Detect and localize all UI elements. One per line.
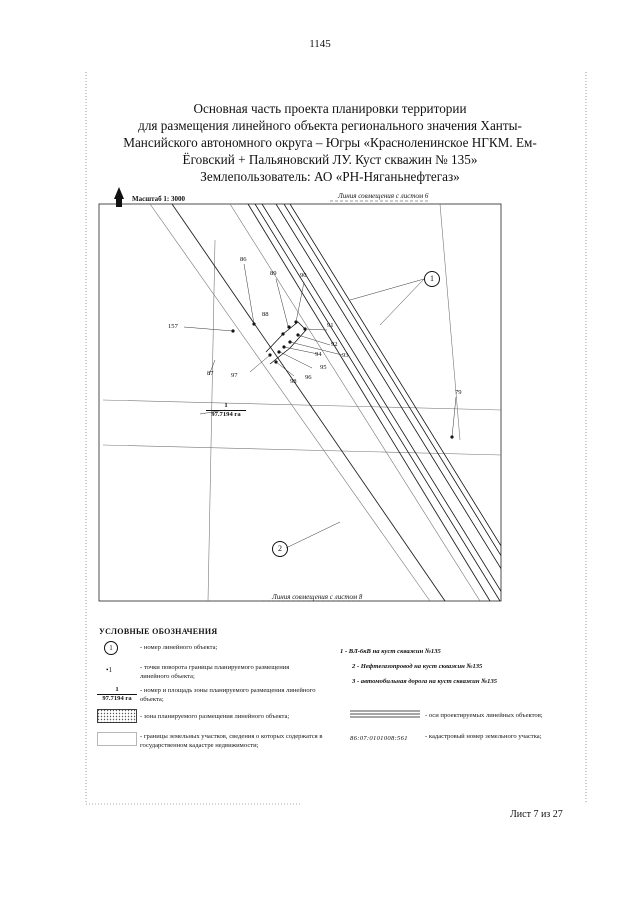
legend-item: - номер и площадь зоны планируемого размещения линейного объекта; bbox=[140, 687, 316, 703]
point-label: 97 bbox=[231, 372, 238, 379]
legend-zone-sample bbox=[97, 686, 137, 703]
legend-item: - зона планируемого размещения линейного объекта; bbox=[140, 713, 290, 720]
point-label: 88 bbox=[262, 311, 269, 318]
legend-item: - номер линейного объекта; bbox=[140, 644, 218, 651]
point-label: 89 bbox=[270, 270, 277, 277]
legend-zone-number: 1 bbox=[97, 686, 137, 695]
title-line: для размещения линейного объекта регионального значения Ханты- bbox=[138, 118, 522, 133]
legend-point-sample bbox=[106, 666, 112, 674]
point-label: 96 bbox=[305, 374, 312, 381]
scale-label: Масштаб 1: 3000 bbox=[132, 195, 185, 203]
point-label: 98 bbox=[290, 378, 297, 385]
legend-circle-sample: 1 bbox=[104, 641, 118, 655]
legend-item: - точки поворота границы планируемого размещения линейного объекта; bbox=[140, 664, 290, 680]
title-line: Мансийского автономного округа – Югры «Красноленинское НГКМ. Ем- bbox=[123, 135, 537, 150]
legend-cadastral-sample: 86:07:0101008:561 bbox=[350, 735, 408, 742]
title-line: Землепользователь: АО «РН-Няганьнефтегаз» bbox=[200, 169, 460, 184]
point-dot-icon: • bbox=[106, 666, 109, 674]
page-number: 1145 bbox=[309, 38, 331, 50]
legend-axes-swatch bbox=[350, 710, 420, 718]
legend-point-number: 1 bbox=[108, 666, 112, 674]
match-line-top-label: Линия совмещения с листом 6 bbox=[338, 192, 429, 200]
object-callout: 1 bbox=[424, 271, 440, 287]
object-axes bbox=[255, 204, 535, 601]
linear-objects bbox=[103, 204, 535, 601]
point-label: 87 bbox=[207, 370, 214, 377]
zone-area: 97.7194 га bbox=[211, 411, 241, 418]
point-label: 93 bbox=[342, 352, 349, 359]
legend-cadastral-swatch bbox=[97, 732, 137, 746]
point-label: 90 bbox=[300, 272, 307, 279]
title-line: Ёговский + Пальяновский ЛУ. Куст скважин № 135» bbox=[182, 152, 478, 167]
point-label: 79 bbox=[455, 389, 462, 396]
legend-item: - границы земельных участков, сведения о которых содержатся в государственном кадастре недвижимости; bbox=[140, 733, 323, 749]
legend-object: 2 - Нефтегазопровод на куст скважин №135 bbox=[352, 663, 483, 670]
zone-label bbox=[206, 402, 246, 419]
point-label: 92 bbox=[331, 341, 338, 348]
match-line-bottom-label: Линия совмещения с листом 8 bbox=[272, 593, 363, 601]
legend-item: - кадастровый номер земельного участка; bbox=[425, 733, 542, 740]
cadastral-boundaries bbox=[103, 204, 501, 601]
legend-heading: УСЛОВНЫЕ ОБОЗНАЧЕНИЯ bbox=[99, 627, 218, 636]
legend-zone-swatch bbox=[97, 709, 137, 723]
object-callout: 2 bbox=[272, 541, 288, 557]
legend-zone-area: 97.7194 га bbox=[102, 695, 132, 702]
point-label: 86 bbox=[240, 256, 247, 263]
title-line: Основная часть проекта планировки территории bbox=[193, 101, 467, 116]
point-label: 91 bbox=[327, 322, 334, 329]
sheet-label: Лист 7 из 27 bbox=[510, 809, 563, 820]
legend-object: 1 - ВЛ-6кВ на куст скважин №135 bbox=[340, 648, 441, 655]
zone-number: 1 bbox=[206, 402, 246, 411]
pad-boundary bbox=[266, 322, 306, 364]
point-label: 157 bbox=[168, 323, 178, 330]
legend-item: - оси проектируемых линейных объектов; bbox=[425, 712, 543, 719]
point-label: 95 bbox=[320, 364, 327, 371]
legend-object: 3 - автомобильная дорога на куст скважин №135 bbox=[352, 678, 498, 685]
point-label: 94 bbox=[315, 351, 322, 358]
